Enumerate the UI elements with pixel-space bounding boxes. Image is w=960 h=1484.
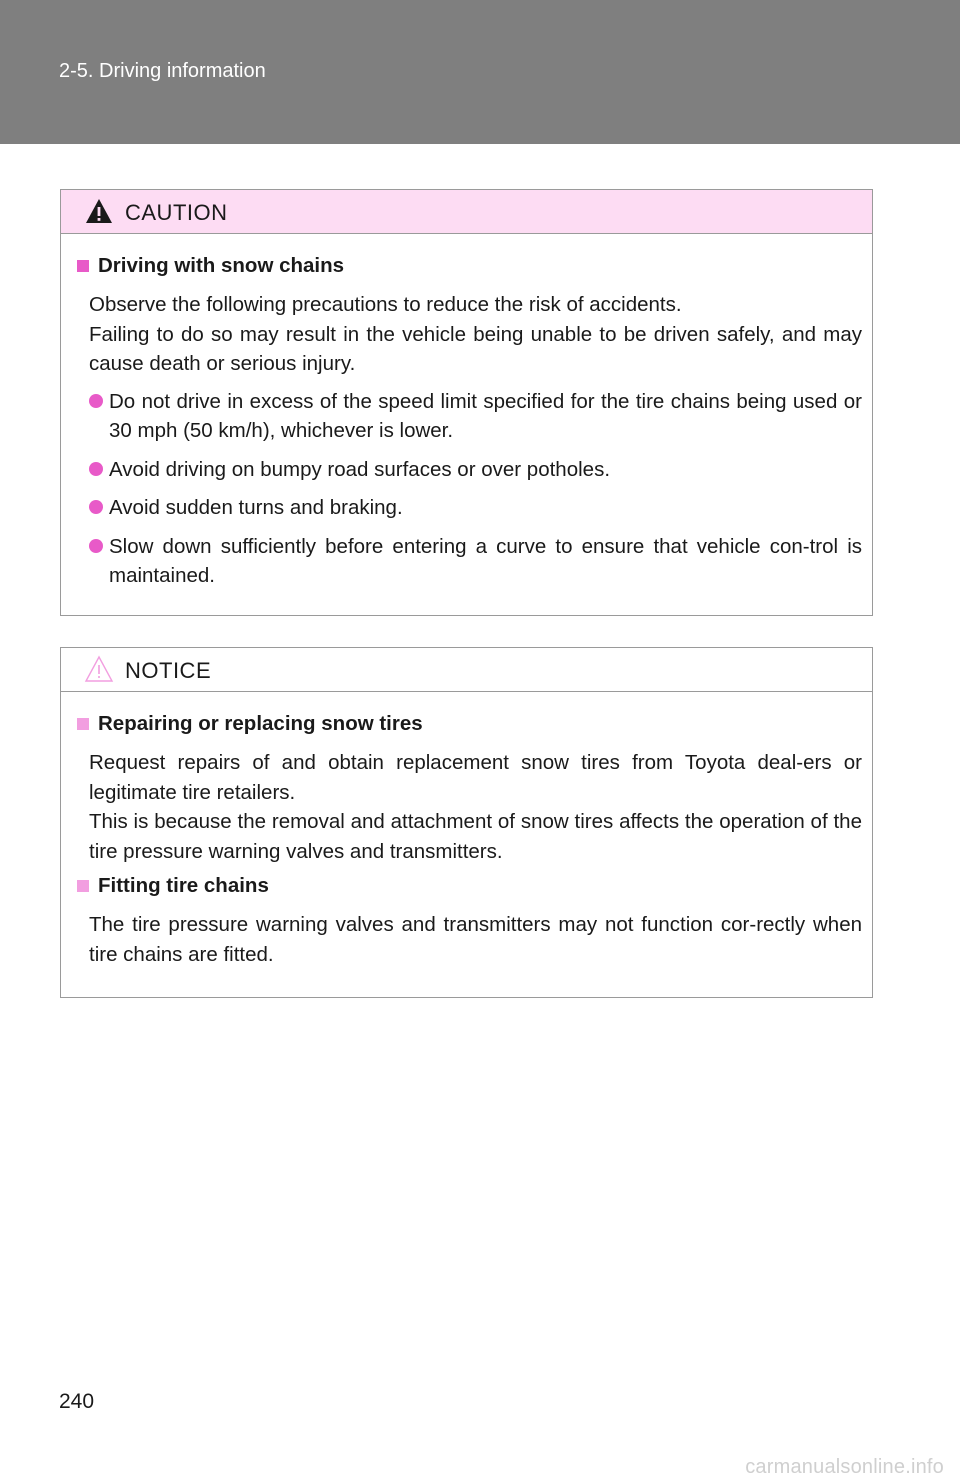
section-title: 2-5. Driving information (59, 60, 266, 82)
watermark-logo: carmanualsonline.info (745, 1456, 944, 1478)
caution-paragraph: Failing to do so may result in the vehicle being unable to be driven safely, and may cause death or serious injury. (89, 322, 862, 375)
page-number: 240 (59, 1390, 95, 1413)
notice-subheading: Fitting tire chains (75, 874, 862, 898)
list-item: Do not drive in excess of the speed limit specified for the tire chains being used or 30 mph (50 km/h), whichever is lower. (89, 387, 862, 446)
list-item: Avoid sudden turns and braking. (89, 493, 862, 523)
warning-outline-icon (84, 655, 114, 683)
notice-title: NOTICE (125, 658, 212, 683)
notice-paragraph: The tire pressure warning valves and transmitters may not function cor-rectly when tire chains are fitted. (89, 913, 862, 966)
notice-paragraph: This is because the removal and attachment of snow tires affects the operation of the tire pressure warning valves and transmitters. (89, 810, 862, 863)
caution-bullet-list (89, 387, 862, 591)
notice-box (60, 647, 873, 998)
square-bullet-icon (77, 880, 89, 892)
notice-subheading: Repairing or replacing snow tires (75, 712, 862, 736)
caution-paragraph: Observe the following precautions to reduce the risk of accidents. (89, 293, 682, 316)
warning-triangle-icon (84, 197, 114, 225)
round-bullet-icon (89, 500, 103, 514)
square-bullet-icon (77, 260, 89, 272)
caution-subheading: Driving with snow chains (75, 254, 862, 278)
round-bullet-icon (89, 394, 103, 408)
caution-header (61, 190, 872, 234)
square-bullet-icon (77, 718, 89, 730)
caution-title: CAUTION (125, 200, 228, 225)
round-bullet-icon (89, 462, 103, 476)
round-bullet-icon (89, 539, 103, 553)
caution-box (60, 189, 873, 616)
list-item: Avoid driving on bumpy road surfaces or over potholes. (89, 455, 862, 485)
notice-header (61, 648, 872, 692)
list-item: Slow down sufficiently before entering a curve to ensure that vehicle con-trol is maintained. (89, 532, 862, 591)
notice-paragraph: Request repairs of and obtain replacement snow tires from Toyota deal-ers or legitimate tire retailers. (89, 751, 862, 804)
page-header (0, 0, 960, 144)
